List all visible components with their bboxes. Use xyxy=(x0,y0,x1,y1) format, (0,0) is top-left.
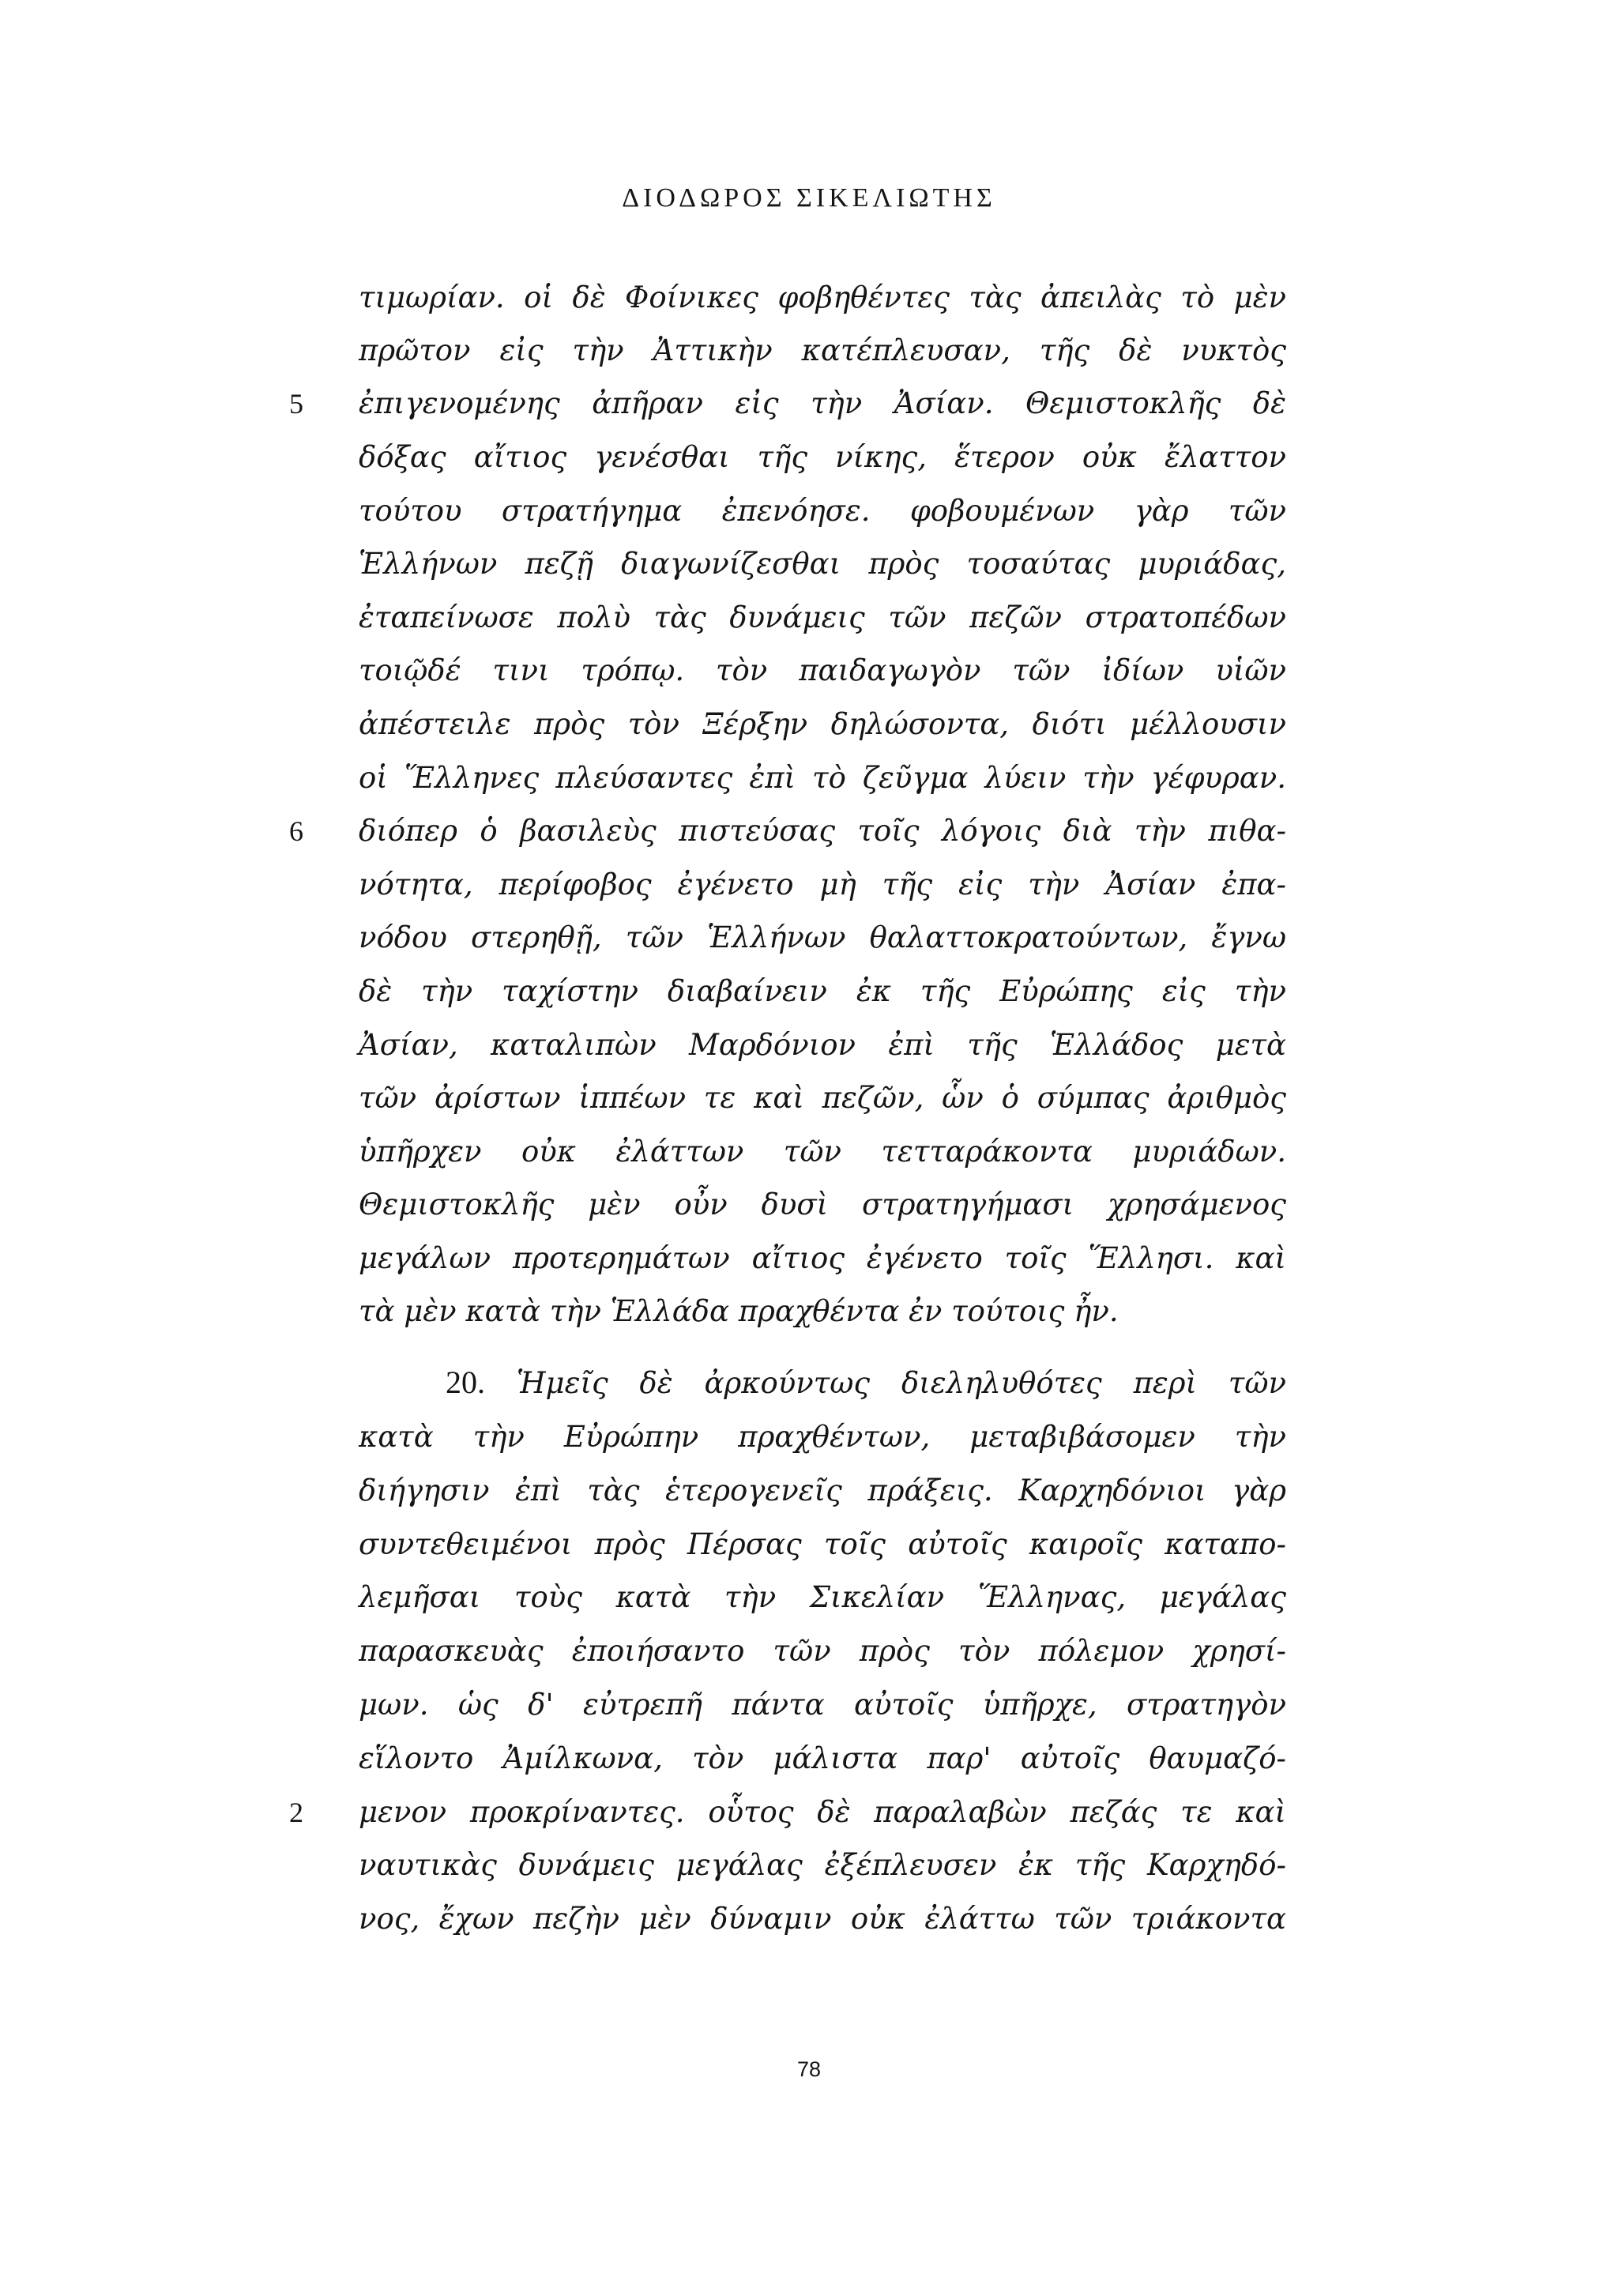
text-line: Θεμιστοκλῆς μὲν οὖν δυσὶ στρατηγήμασι χρησάμενος xyxy=(359,1188,1286,1221)
text-line: κατὰ τὴν Εὐρώπην πραχθέντων, μεταβιβάσομεν τὴν xyxy=(359,1420,1286,1454)
text-line: Ἀσίαν, καταλιπὼν Μαρδόνιον ἐπὶ τῆς Ἑλλάδος μετὰ xyxy=(359,1028,1286,1062)
margin-number: 2 xyxy=(289,1797,303,1828)
text-line: ναυτικὰς δυνάμεις μεγάλας ἐξέπλευσεν ἐκ τῆς Καρχηδό- xyxy=(359,1848,1286,1882)
text-line: ἐπιγενομένης ἀπῆραν εἰς τὴν Ἀσίαν. Θεμιστοκλῆς δὲ xyxy=(359,386,1286,420)
text-line: εἵλοντο Ἀμίλκωνα, τὸν μάλιστα παρ' αὐτοῖς θαυμαζό- xyxy=(359,1741,1286,1775)
margin-number: 5 xyxy=(289,388,303,420)
text-line: τὰ μὲν κατὰ τὴν Ἑλλάδα πραχθέντα ἐν τούτοις ἦν. xyxy=(359,1294,1119,1328)
text-line: διόπερ ὁ βασιλεὺς πιστεύσας τοῖς λόγοις διὰ τὴν πιθα- xyxy=(359,814,1286,848)
section-number: 20. xyxy=(446,1364,485,1400)
text-line: πρῶτον εἰς τὴν Ἀττικὴν κατέπλευσαν, τῆς δὲ νυκτὸς xyxy=(359,333,1286,367)
text-line: συντεθειμένοι πρὸς Πέρσας τοῖς αὐτοῖς καιροῖς καταπο- xyxy=(359,1527,1286,1561)
text-line: μεγάλων προτερημάτων αἴτιος ἐγένετο τοῖς Ἕλλησι. καὶ xyxy=(359,1241,1286,1275)
text-line: τῶν ἀρίστων ἱππέων τε καὶ πεζῶν, ὧν ὁ σύμπας ἀριθμὸς xyxy=(359,1081,1286,1115)
text-line: μων. ὡς δ' εὐτρεπῆ πάντα αὐτοῖς ὑπῆρχε, στρατηγὸν xyxy=(359,1688,1286,1722)
text-line: ἐταπείνωσε πολὺ τὰς δυνάμεις τῶν πεζῶν στρατοπέδων xyxy=(359,600,1286,634)
text-line: νος, ἔχων πεζὴν μὲν δύναμιν οὐκ ἐλάττω τῶν τριάκοντα xyxy=(359,1902,1286,1936)
text-line: οἱ Ἕλληνες πλεύσαντες ἐπὶ τὸ ζεῦγμα λύειν τὴν γέφυραν. xyxy=(359,761,1286,795)
text-line: Ἑλλήνων πεζῇ διαγωνίζεσθαι πρὸς τοσαύτας μυριάδας, xyxy=(359,547,1286,581)
text-line: τοιῷδέ τινι τρόπῳ. τὸν παιδαγωγὸν τῶν ἰδίων υἱῶν xyxy=(359,653,1286,687)
page-number: 78 xyxy=(796,2057,822,2081)
section-first-line xyxy=(446,1359,1286,1406)
section-first-line-text: Ἡμεῖς δὲ ἀρκούντως διεληλυθότες περὶ τῶν xyxy=(516,1366,1286,1400)
text-line: δόξας αἴτιος γενέσθαι τῆς νίκης, ἕτερον οὐκ ἔλαττον xyxy=(359,440,1286,474)
text-line: μενον προκρίναντες. οὗτος δὲ παραλαβὼν πεζάς τε καὶ xyxy=(359,1795,1286,1829)
text-line: νότητα, περίφοβος ἐγένετο μὴ τῆς εἰς τὴν Ἀσίαν ἐπα- xyxy=(359,868,1286,901)
text-line: διήγησιν ἐπὶ τὰς ἑτερογενεῖς πράξεις. Καρχηδόνιοι γὰρ xyxy=(359,1474,1286,1507)
text-line: λεμῆσαι τοὺς κατὰ τὴν Σικελίαν Ἕλληνας, μεγάλας xyxy=(359,1580,1286,1614)
text-line: ἀπέστειλε πρὸς τὸν Ξέρξην δηλώσοντα, διότι μέλλουσιν xyxy=(359,707,1286,741)
text-line: δὲ τὴν ταχίστην διαβαίνειν ἐκ τῆς Εὐρώπης εἰς τὴν xyxy=(359,974,1286,1008)
margin-number: 6 xyxy=(289,815,303,847)
text-line: ὑπῆρχεν οὐκ ἐλάττων τῶν τετταράκοντα μυριάδων. xyxy=(359,1135,1286,1169)
text-line: νόδου στερηθῇ, τῶν Ἑλλήνων θαλαττοκρατούντων, ἔγνω xyxy=(359,920,1286,954)
text-line: τιμωρίαν. οἱ δὲ Φοίνικες φοβηθέντες τὰς ἀπειλὰς τὸ μὲν xyxy=(359,280,1286,314)
text-line: παρασκευὰς ἐποιήσαντο τῶν πρὸς τὸν πόλεμον χρησί- xyxy=(359,1634,1286,1668)
text-line: τούτου στρατήγημα ἐπενόησε. φοβουμένων γὰρ τῶν xyxy=(359,494,1286,528)
running-title: ΔΙΟΔΩΡΟΣ ΣΙΚΕΛΙΩΤΗΣ xyxy=(622,183,996,213)
